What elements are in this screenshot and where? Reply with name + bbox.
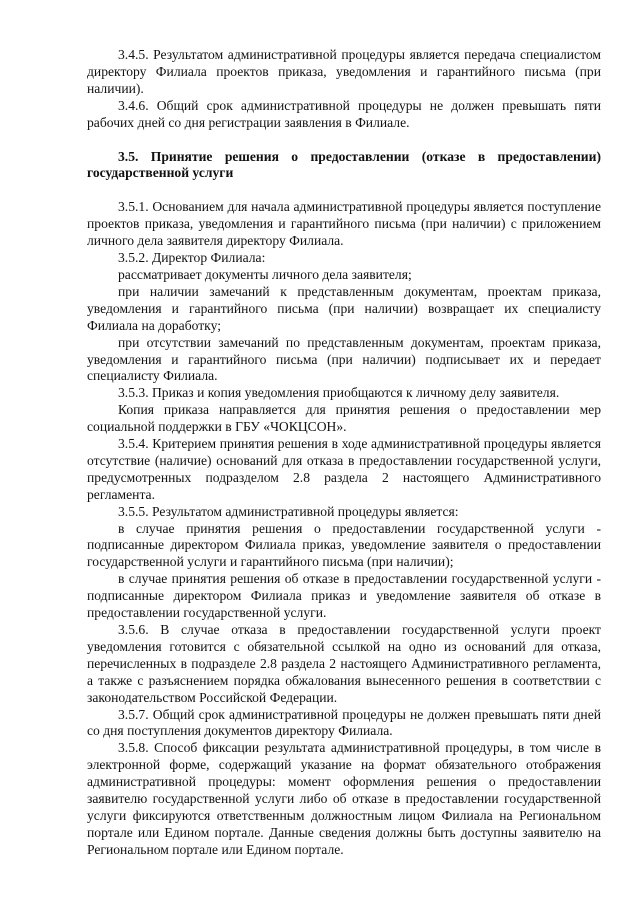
paragraph-3-5-5: 3.5.5. Результатом административной процедуры является:: [118, 503, 459, 519]
section-heading-3-5: 3.5. Принятие решения о предоставлении (отказе в предоставлении) государственной услуги: [87, 148, 601, 181]
paragraph-3-5-8: 3.5.8. Способ фиксации результата административной процедуры, в том числе в электронной форме, содержащий указание на формат обязательного отображения административной процедуры: момент оформления решения о предоставлении заявителю государственной услуги либо об отказе в предоставлении государственной услуги фиксируются ответственным должностным лицом Филиала на Региональном портале или Едином портале. Данные сведения должны быть доступны заявителю на Региональном портале или Едином портале.: [87, 740, 601, 857]
paragraph-3-5-7: 3.5.7. Общий срок административной процедуры не должен превышать пяти дней со дня поступления документов директору Филиала.: [87, 706, 601, 739]
paragraph-order-copy: Копия приказа направляется для принятия решения о предоставлении мер социальной поддержки в ГБУ «ЧОКЦСОН».: [87, 402, 601, 435]
paragraph-3-5-1: 3.5.1. Основанием для начала административной процедуры является поступление проектов приказа, уведомления и гарантийного письма (при наличии) с приложением личного дела заявителя директору Филиала.: [87, 199, 601, 249]
document-body: [87, 47, 601, 859]
paragraph-3-5-2: 3.5.2. Директор Филиала:: [118, 250, 266, 266]
list-item-sign-and-transfer: при отсутствии замечаний по представленным документам, проектам приказа, уведомления и гарантийного письма (при наличии) подписывает их и передает специалисту Филиала.: [87, 334, 601, 384]
paragraph-3-5-3: 3.5.3. Приказ и копия уведомления приобщаются к личному делу заявителя.: [118, 385, 560, 401]
paragraph-3-4-6: 3.4.6. Общий срок административной процедуры не должен превышать пяти рабочих дней со дня регистрации заявления в Филиале.: [87, 97, 601, 130]
paragraph-3-5-6: 3.5.6. В случае отказа в предоставлении государственной услуги проект уведомления готовится с обязательной ссылкой на одно из оснований для отказа, перечисленных в подразделе 2.8 раздела 2 настоящего Административного регламента, а также с разъяснением порядка обжалования вынесенного решения в соответствии с законодательством Российской Федерации.: [87, 622, 601, 705]
list-item-return-for-revision: при наличии замечаний к представленным документам, проектам приказа, уведомления и гарантийного письма (при наличии) возвращает их специалисту Филиала на доработку;: [87, 283, 601, 333]
list-item-review-documents: рассматривает документы личного дела заявителя;: [118, 266, 412, 282]
list-item-result-refused: в случае принятия решения об отказе в предоставлении государственной услуги - подписанные директором Филиала приказ и уведомление заявителя об отказе в предоставлении государственной услуги.: [87, 571, 601, 621]
list-item-result-granted: в случае принятия решения о предоставлении государственной услуги - подписанные директором Филиала приказ, уведомление заявителя о предоставлении государственной услуги и гарантийного письма (при наличии);: [87, 520, 601, 570]
paragraph-3-5-4: 3.5.4. Критерием принятия решения в ходе административной процедуры является отсутствие (наличие) оснований для отказа в предоставлении государственной услуги, предусмотренных подразделом 2.8 раздела 2 настоящего Административного регламента.: [87, 436, 601, 502]
paragraph-3-4-5: 3.4.5. Результатом административной процедуры является передача специалистом директору Филиала проектов приказа, уведомления и гарантийного письма (при наличии).: [87, 47, 601, 96]
